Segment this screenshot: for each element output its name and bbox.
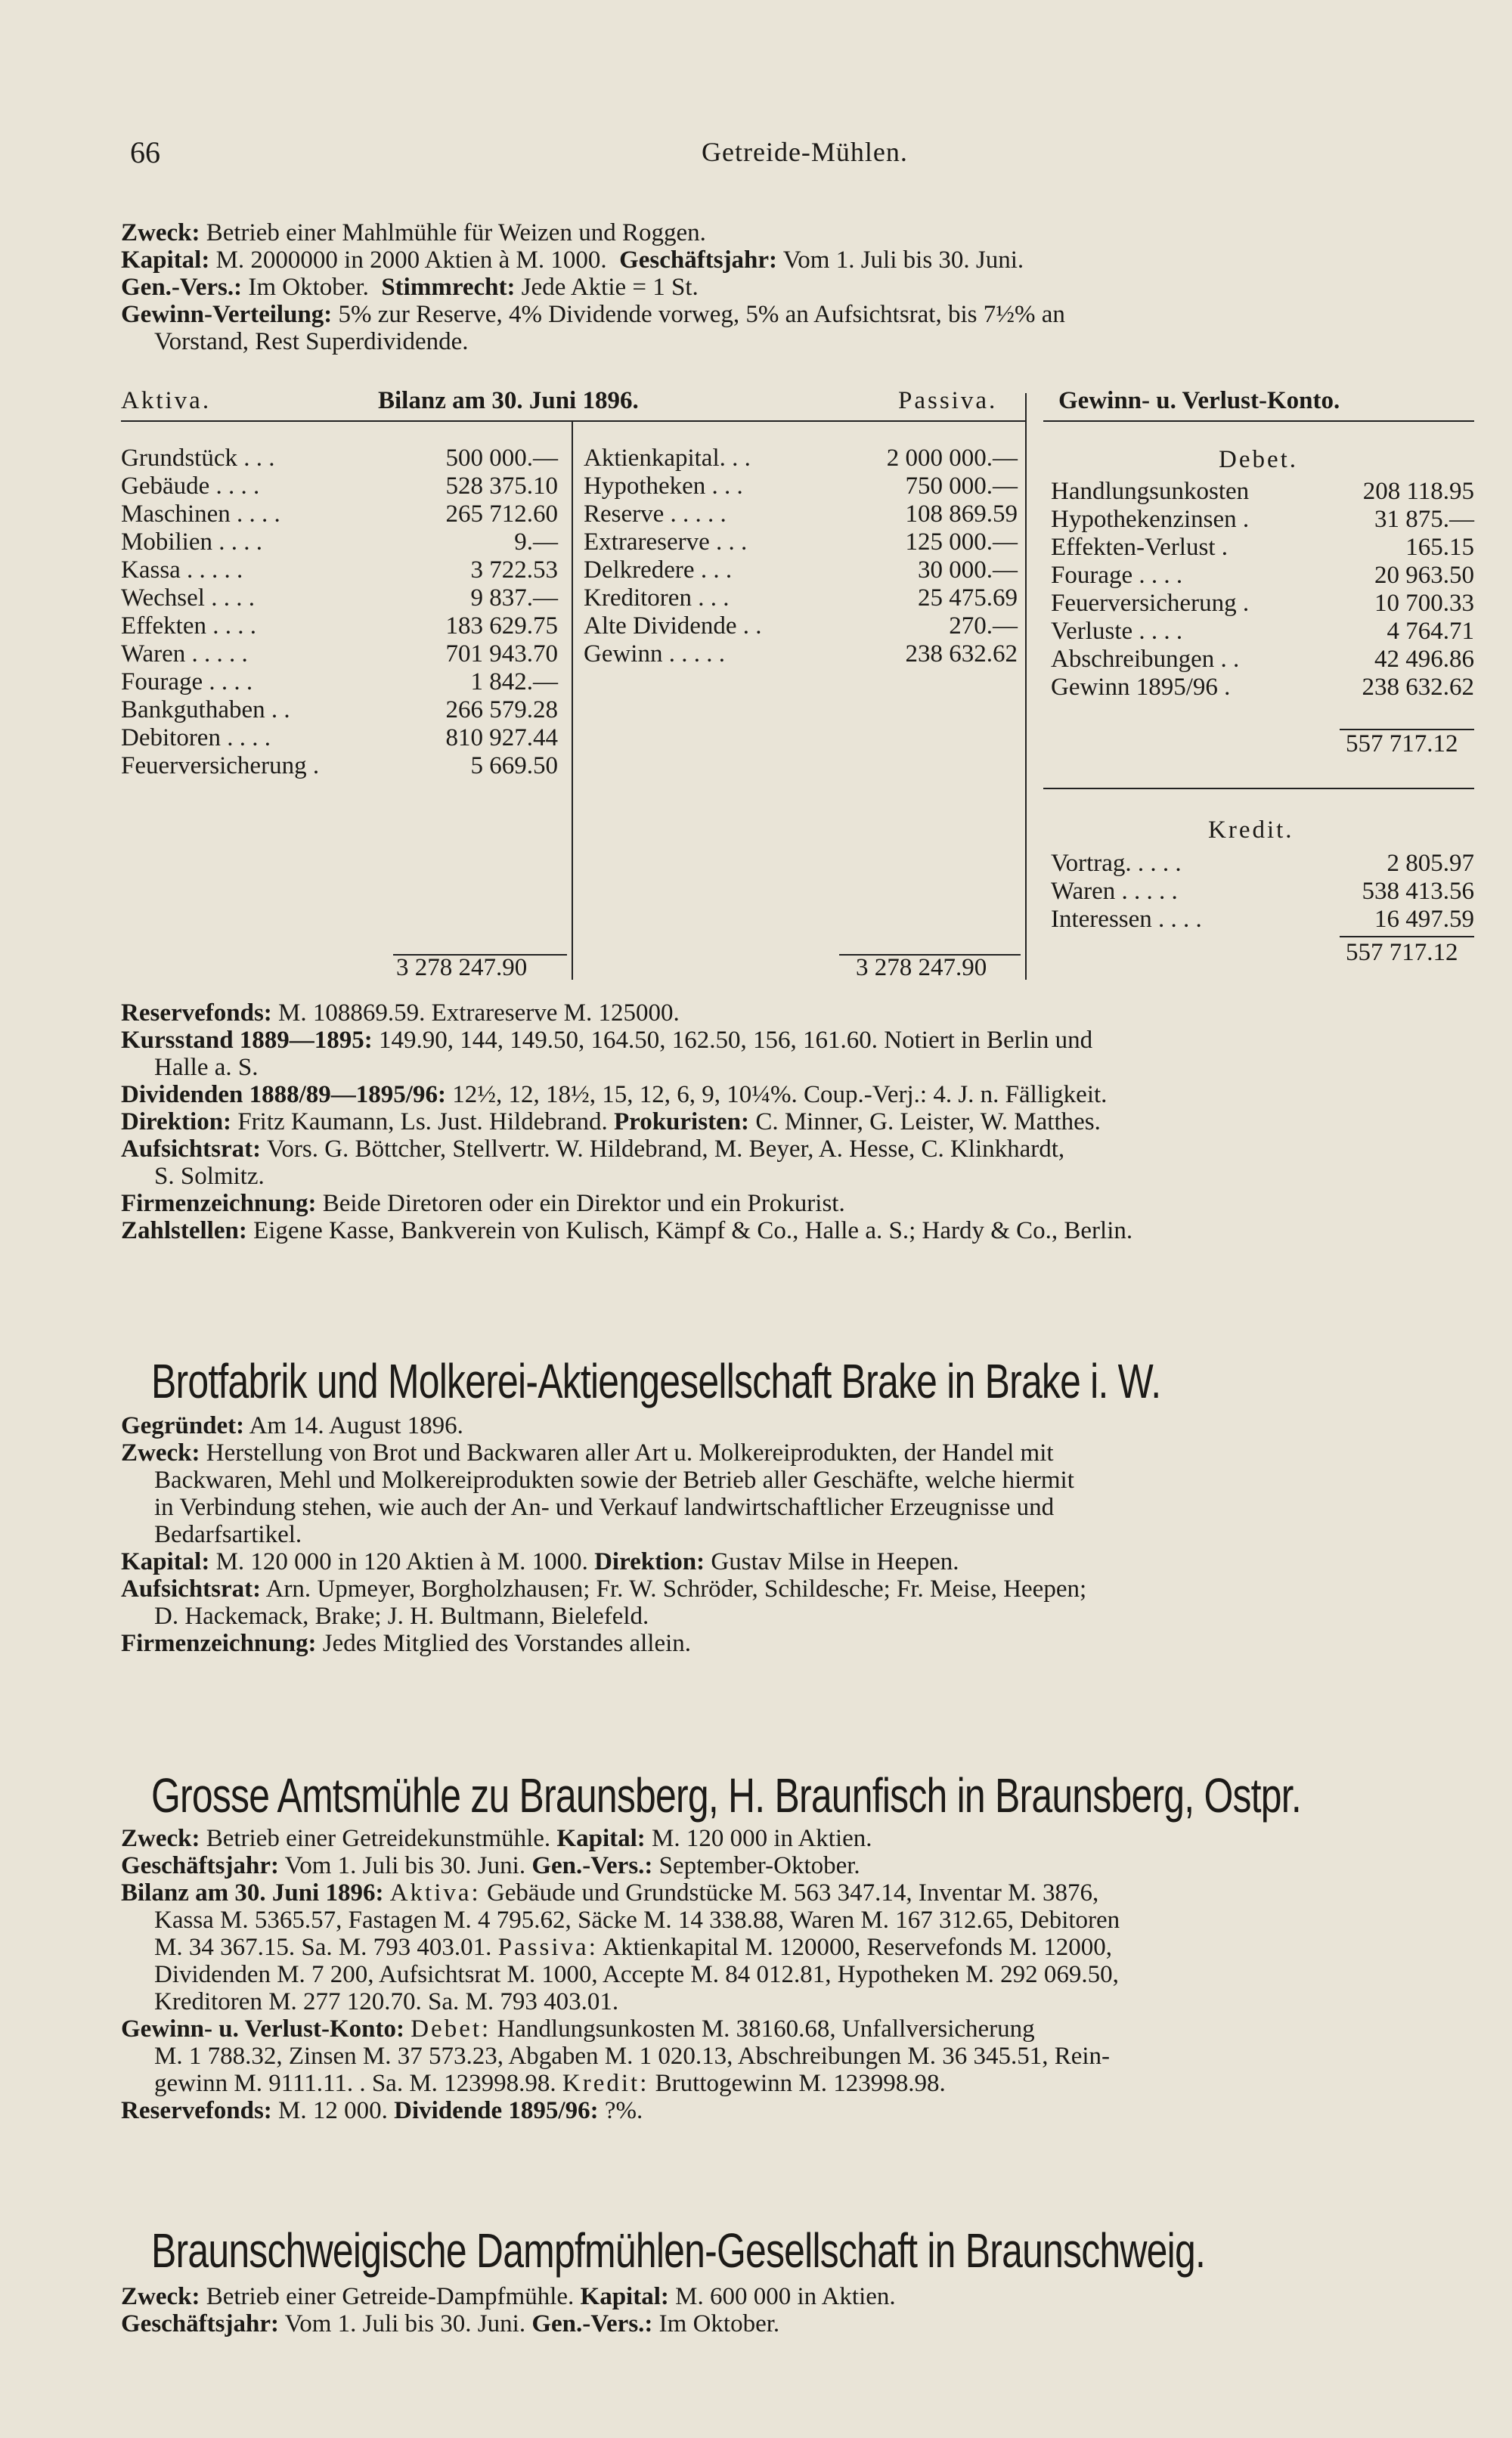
aktiva-row-name: Maschinen . . . . (121, 500, 280, 528)
debet-row (1051, 478, 1474, 506)
debet-row-value: 31 875.— (1374, 506, 1474, 533)
section1-details: Reservefonds: M. 108869.59. Extrareserve M. 125000. Kursstand 1889—1895: 149.90, 144, 149.50, 164.50, 162.50, 156, 161.60. Notiert in Berlin und Halle a. S. Dividenden 1888/89—1895/96: 12½, 12, 18½, 15, 12, 6, 9, 10¼%. Coup.-Verj.: 4. J. n. Fälligkeit. Direktion: Fritz Kaumann, Ls. Just. Hildebrand. Prokuristen: C. Minner, G. Leister, W. Matthes. Aufsichtsrat: Vors. G. Böttcher, Stellvertr. W. Hildebrand, M. Beyer, A. Hesse, C. Klinkhardt, S. Solmitz. Firmenzeichnung: Beide Diretoren oder ein Direktor und ein Prokurist. Zahlstellen: Eigene Kasse, Bankverein von Kulisch, Kämpf & Co., Halle a. S.; Hardy & Co., Berlin. (121, 999, 1133, 1244)
aktiva-total: 3 278 247.90 (396, 954, 528, 981)
passiva-row-name: Hypotheken . . . (584, 472, 743, 500)
aktiva-row-name: Grundstück . . . (121, 445, 275, 472)
passiva-row-value: 30 000.— (918, 556, 1018, 584)
debet-row-name: Gewinn 1895/96 . (1051, 674, 1231, 701)
bilanz-title: Bilanz am 30. Juni 1896. (378, 387, 639, 414)
section4-heading: Braunschweigische Dampfmühlen-Gesellschaft in Braunschweig. (151, 2223, 1206, 2278)
passiva-row-name: Aktienkapital. . . (584, 445, 751, 472)
guv-rule-top (1043, 420, 1474, 422)
aktiva-row-value: 9.— (514, 528, 558, 556)
debet-total: 557 717.12 (1346, 730, 1458, 757)
table-rule-top (121, 420, 1025, 422)
aktiva-row-value: 810 927.44 (445, 724, 558, 751)
kredit-total: 557 717.12 (1346, 939, 1458, 966)
kredit-row (1051, 850, 1474, 878)
passiva-row-value: 2 000 000.— (886, 445, 1018, 472)
passiva-row-name: Delkredere . . . (584, 556, 733, 584)
kredit-row-value: 2 805.97 (1387, 850, 1474, 877)
section4-body: Zweck: Betrieb einer Getreide-Dampfmühle. Kapital: M. 600 000 in Aktien. Geschäftsjahr: Vom 1. Juli bis 30. Juni. Gen.-Vers.: Im Oktober. (121, 2283, 896, 2337)
passiva-row (584, 612, 1021, 640)
passiva-label: Passiva. (898, 387, 998, 414)
passiva-row-name: Gewinn . . . . . (584, 640, 725, 668)
aktiva-row-name: Kassa . . . . . (121, 556, 243, 584)
aktiva-row (121, 472, 567, 500)
aktiva-row (121, 640, 567, 668)
section3-heading: Grosse Amtsmühle zu Braunsberg, H. Braunfisch in Braunsberg, Ostpr. (151, 1768, 1301, 1823)
section1-intro: Zweck: Betrieb einer Mahlmühle für Weizen und Roggen. Kapital: M. 2000000 in 2000 Aktien à M. 1000. Geschäftsjahr: Vom 1. Juli bis 30. Juni. Gen.-Vers.: Im Oktober. Stimmrecht: Jede Aktie = 1 St. Gewinn-Verteilung: 5% zur Reserve, 4% Dividende vorweg, 5% an Aufsichtsrat, bis 7½% an Vorstand, Rest Superdividende. (121, 219, 1065, 355)
kredit-label: Kredit. (1208, 816, 1294, 844)
debet-row-name: Fourage . . . . (1051, 562, 1183, 589)
debet-row-value: 20 963.50 (1374, 562, 1474, 589)
passiva-row (584, 640, 1021, 668)
passiva-row-value: 270.— (949, 612, 1018, 640)
debet-row-value: 238 632.62 (1362, 674, 1474, 701)
kredit-row-value: 538 413.56 (1362, 878, 1474, 905)
aktiva-row (121, 668, 567, 696)
section3-body: Zweck: Betrieb einer Getreidekunstmühle. Kapital: M. 120 000 in Aktien. Geschäftsjahr: Vom 1. Juli bis 30. Juni. Gen.-Vers.: September-Oktober. Bilanz am 30. Juni 1896: Aktiva: Gebäude und Grundstücke M. 563 347.14, Inventar M. 3876, Kassa M. 5365.57, Fastagen M. 4 795.62, Säcke M. 14 338.88, Waren M. 167 312.65, Debitoren M. 34 367.15. Sa. M. 793 403.01. Passiva: Aktienkapital M. 120000, Reservefonds M. 12000, Dividenden M. 7 200, Aufsichtsrat M. 1000, Accepte M. 84 012.81, Hypotheken M. 292 069.50, Kreditoren M. 277 120.70. Sa. M. 793 403.01. Gewinn- u. Verlust-Konto: Debet: Handlungsunkosten M. 38160.68, Unfallversicherung M. 1 788.32, Zinsen M. 37 573.23, Abgaben M. 1 020.13, Abschreibungen M. 36 345.51, Rein- gewinn M. 9111.11. . Sa. M. 123998.98. Kredit: Bruttogewinn M. 123998.98. Reservefonds: M. 12 000. Dividende 1895/96: ?%. (121, 1825, 1120, 2124)
aktiva-row (121, 556, 567, 584)
kredit-row (1051, 878, 1474, 906)
aktiva-row-name: Effekten . . . . (121, 612, 257, 640)
debet-row-name: Verluste . . . . (1051, 618, 1183, 645)
debet-row-name: Hypothekenzinsen . (1051, 506, 1250, 533)
aktiva-row-name: Mobilien . . . . (121, 528, 262, 556)
passiva-row-value: 750 000.— (905, 472, 1018, 500)
debet-row-name: Handlungsunkosten (1051, 478, 1250, 505)
debet-row (1051, 674, 1474, 702)
debet-row (1051, 618, 1474, 646)
page-header (0, 135, 1512, 180)
kredit-row-name: Waren . . . . . (1051, 878, 1178, 905)
passiva-row (584, 472, 1021, 500)
page-number: 66 (130, 135, 160, 169)
passiva-row-name: Alte Dividende . . (584, 612, 762, 640)
passiva-total: 3 278 247.90 (856, 954, 987, 981)
passiva-row-value: 25 475.69 (918, 584, 1018, 612)
debet-label: Debet. (1219, 446, 1299, 473)
aktiva-row-value: 1 842.— (470, 668, 558, 695)
aktiva-table (121, 445, 567, 780)
debet-row-name: Abschreibungen . . (1051, 646, 1240, 673)
debet-table (1051, 478, 1474, 702)
aktiva-row-value: 5 669.50 (470, 752, 558, 779)
kredit-table (1051, 850, 1474, 934)
debet-row-value: 42 496.86 (1374, 646, 1474, 673)
kredit-row-name: Vortrag. . . . . (1051, 850, 1182, 877)
aktiva-row-value: 528 375.10 (445, 472, 558, 500)
passiva-row-name: Reserve . . . . . (584, 500, 727, 528)
kredit-sum-rule (1340, 936, 1474, 937)
passiva-row (584, 445, 1021, 472)
guv-mid-rule (1043, 788, 1474, 789)
passiva-row-value: 125 000.— (905, 528, 1018, 556)
passiva-row-value: 238 632.62 (905, 640, 1018, 668)
aktiva-row-value: 183 629.75 (445, 612, 558, 640)
aktiva-row-name: Bankguthaben . . (121, 696, 290, 723)
debet-row (1051, 534, 1474, 562)
passiva-row (584, 500, 1021, 528)
aktiva-row-name: Gebäude . . . . (121, 472, 260, 500)
aktiva-row (121, 528, 567, 556)
aktiva-row-name: Feuerversicherung . (121, 752, 320, 779)
column-divider-right (1025, 393, 1027, 980)
aktiva-row (121, 752, 567, 780)
passiva-row (584, 528, 1021, 556)
kredit-row (1051, 906, 1474, 934)
aktiva-label: Aktiva. (121, 387, 212, 414)
kredit-row-value: 16 497.59 (1374, 906, 1474, 933)
aktiva-row-name: Fourage . . . . (121, 668, 253, 695)
section2-heading: Brotfabrik und Molkerei-Aktiengesellschaft Brake in Brake i. W. (151, 1354, 1161, 1408)
aktiva-row (121, 696, 567, 724)
debet-row (1051, 590, 1474, 618)
aktiva-row-value: 265 712.60 (445, 500, 558, 528)
debet-row-value: 208 118.95 (1362, 478, 1474, 505)
aktiva-row-value: 3 722.53 (470, 556, 558, 584)
aktiva-row-value: 9 837.— (470, 584, 558, 612)
aktiva-row (121, 500, 567, 528)
debet-row-name: Effekten-Verlust . (1051, 534, 1228, 561)
running-title: Getreide-Mühlen. (702, 137, 908, 167)
debet-row-value: 10 700.33 (1374, 590, 1474, 617)
aktiva-row (121, 445, 567, 472)
debet-row-value: 4 764.71 (1387, 618, 1474, 645)
debet-row (1051, 506, 1474, 534)
passiva-table (584, 445, 1021, 668)
aktiva-row-name: Wechsel . . . . (121, 584, 255, 612)
passiva-row-name: Extrareserve . . . (584, 528, 748, 556)
section2-body: Gegründet: Am 14. August 1896. Zweck: Herstellung von Brot und Backwaren aller Art u. Molkereiprodukten, der Handel mit Backwaren, Mehl und Molkereiprodukten sowie der Betrieb aller Geschäfte, welche hiermit in Verbindung stehen, wie auch der An- und Verkauf landwirtschaftlicher Erzeugnisse und Bedarfsartikel. Kapital: M. 120 000 in 120 Aktien à M. 1000. Direktion: Gustav Milse in Heepen. Aufsichtsrat: Arn. Upmeyer, Borgholzhausen; Fr. W. Schröder, Schildesche; Fr. Meise, Heepen; D. Hackemack, Brake; J. H. Bultmann, Bielefeld. Firmenzeichnung: Jedes Mitglied des Vorstandes allein. (121, 1412, 1087, 1657)
debet-row (1051, 646, 1474, 674)
aktiva-row-value: 701 943.70 (445, 640, 558, 668)
aktiva-row (121, 584, 567, 612)
aktiva-row (121, 612, 567, 640)
passiva-row (584, 584, 1021, 612)
aktiva-row (121, 724, 567, 752)
column-divider (572, 420, 573, 980)
aktiva-row-value: 500 000.— (445, 445, 558, 472)
passiva-row (584, 556, 1021, 584)
passiva-row-name: Kreditoren . . . (584, 584, 730, 612)
debet-row-value: 165.15 (1405, 534, 1474, 561)
aktiva-row-name: Debitoren . . . . (121, 724, 271, 751)
guv-title: Gewinn- u. Verlust-Konto. (1058, 387, 1340, 414)
kredit-row-name: Interessen . . . . (1051, 906, 1202, 933)
debet-row (1051, 562, 1474, 590)
passiva-row-value: 108 869.59 (905, 500, 1018, 528)
aktiva-row-value: 266 579.28 (445, 696, 558, 723)
aktiva-row-name: Waren . . . . . (121, 640, 248, 668)
debet-row-name: Feuerversicherung . (1051, 590, 1250, 617)
